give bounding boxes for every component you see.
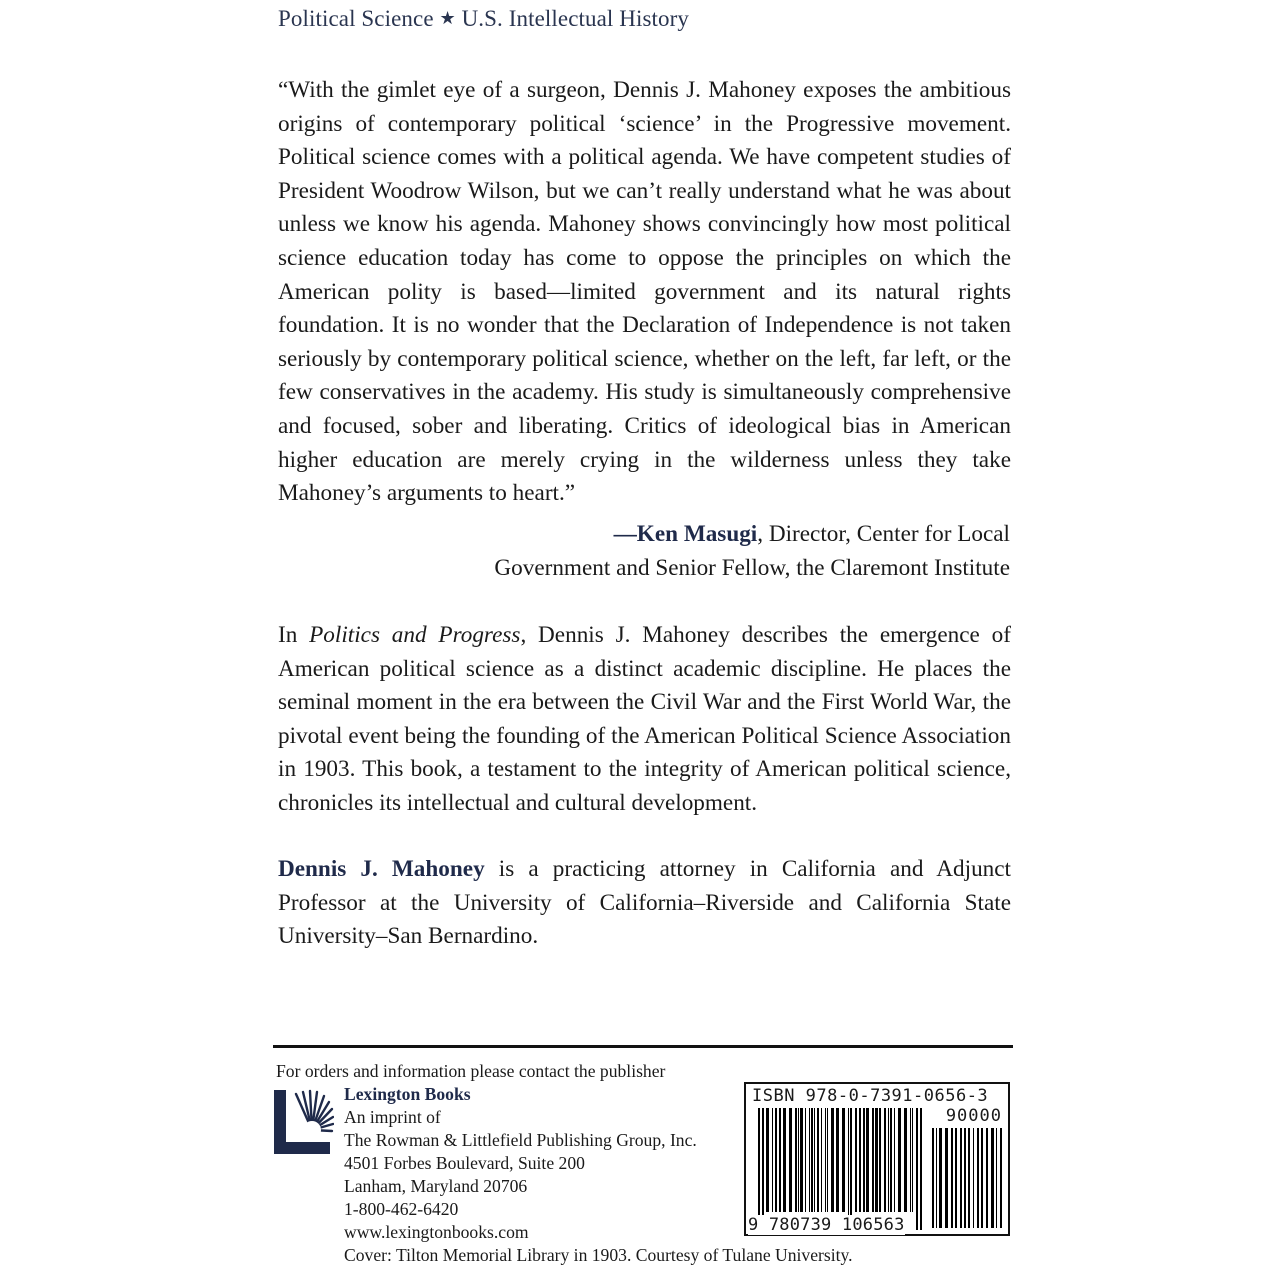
author-bio (278, 853, 1011, 954)
category-political-science: Political Science (278, 6, 434, 31)
category-intellectual-history: U.S. Intellectual History (461, 6, 689, 31)
barcode-digits: 9 780739 106563 (748, 1215, 905, 1235)
publisher-name: Lexington Books (344, 1084, 471, 1104)
publisher-website[interactable]: www.lexingtonbooks.com (344, 1222, 529, 1242)
isbn-barcode (744, 1082, 1010, 1236)
category-line (278, 6, 689, 32)
bio-text: is a practicing attorney in California and Adjunct Professor at the University of California–Riverside and California State University–San Bernardino. (278, 856, 1011, 950)
book-title: Politics and Progress (309, 622, 521, 648)
author-name: Dennis J. Mahoney (278, 856, 485, 882)
publisher-line: 4501 Forbes Boulevard, Suite 200 (344, 1153, 585, 1173)
publisher-line: 1-800-462-6420 (344, 1199, 459, 1219)
quote-attribution (370, 518, 1010, 585)
attribution-title-2: Government and Senior Fellow, the Claremont Institute (494, 554, 1010, 581)
description-text: , Dennis J. Mahoney describes the emergence of American political science as a distinct academic discipline. He places the seminal moment in the era between the Civil War and the First World War, the pivotal event being the founding of the American Political Science Association in 1903. This book, a testament to the integrity of American political science, chronicles its intellectual and cultural development. (278, 622, 1011, 816)
attribution-name: Ken Masugi (636, 521, 758, 547)
cover-credit: Cover: Tilton Memorial Library in 1903. Courtesy of Tulane University. (344, 1245, 853, 1265)
publisher-line: An imprint of (344, 1107, 441, 1127)
attribution-title-1: , Director, Center for Local (757, 521, 1010, 547)
attribution-dash: — (613, 521, 637, 547)
barcode-bars (746, 1084, 1008, 1234)
publisher-line: Lanham, Maryland 20706 (344, 1176, 528, 1196)
orders-line: For orders and information please contact the publisher (276, 1061, 666, 1081)
footer-divider (273, 1045, 1013, 1048)
book-description (278, 619, 1011, 821)
lexington-books-logo-icon (272, 1088, 334, 1156)
price-code: 90000 (945, 1106, 1002, 1126)
star-icon: ★ (439, 8, 456, 28)
endorsement-quote: “With the gimlet eye of a surgeon, Dennis J. Mahoney exposes the ambitious origins of contemporary political ‘science’ in the Progressive movement. Political science comes with a political agenda. We have competent studies of President Woodrow Wilson, but we can’t really understand what he was about unless we know his agenda. Mahoney shows convincingly how most political science education today has come to oppose the principles on which the American polity is based—limited government and its natural rights foundation. It is no wonder that the Declaration of Independence is not taken seriously by contemporary political science, whether on the left, far left, or the few conservatives in the academy. His study is simultaneously comprehensive and focused, sober and liberating. Critics of ideological bias in American higher education are merely crying in the wilderness unless they take Mahoney’s arguments to heart.” (278, 77, 1011, 507)
publisher-line: The Rowman & Littlefield Publishing Group, Inc. (344, 1130, 697, 1150)
publisher-block (344, 1083, 697, 1244)
isbn-text: ISBN 978-0-7391-0656-3 (752, 1086, 989, 1106)
description-lead: In (278, 622, 310, 648)
